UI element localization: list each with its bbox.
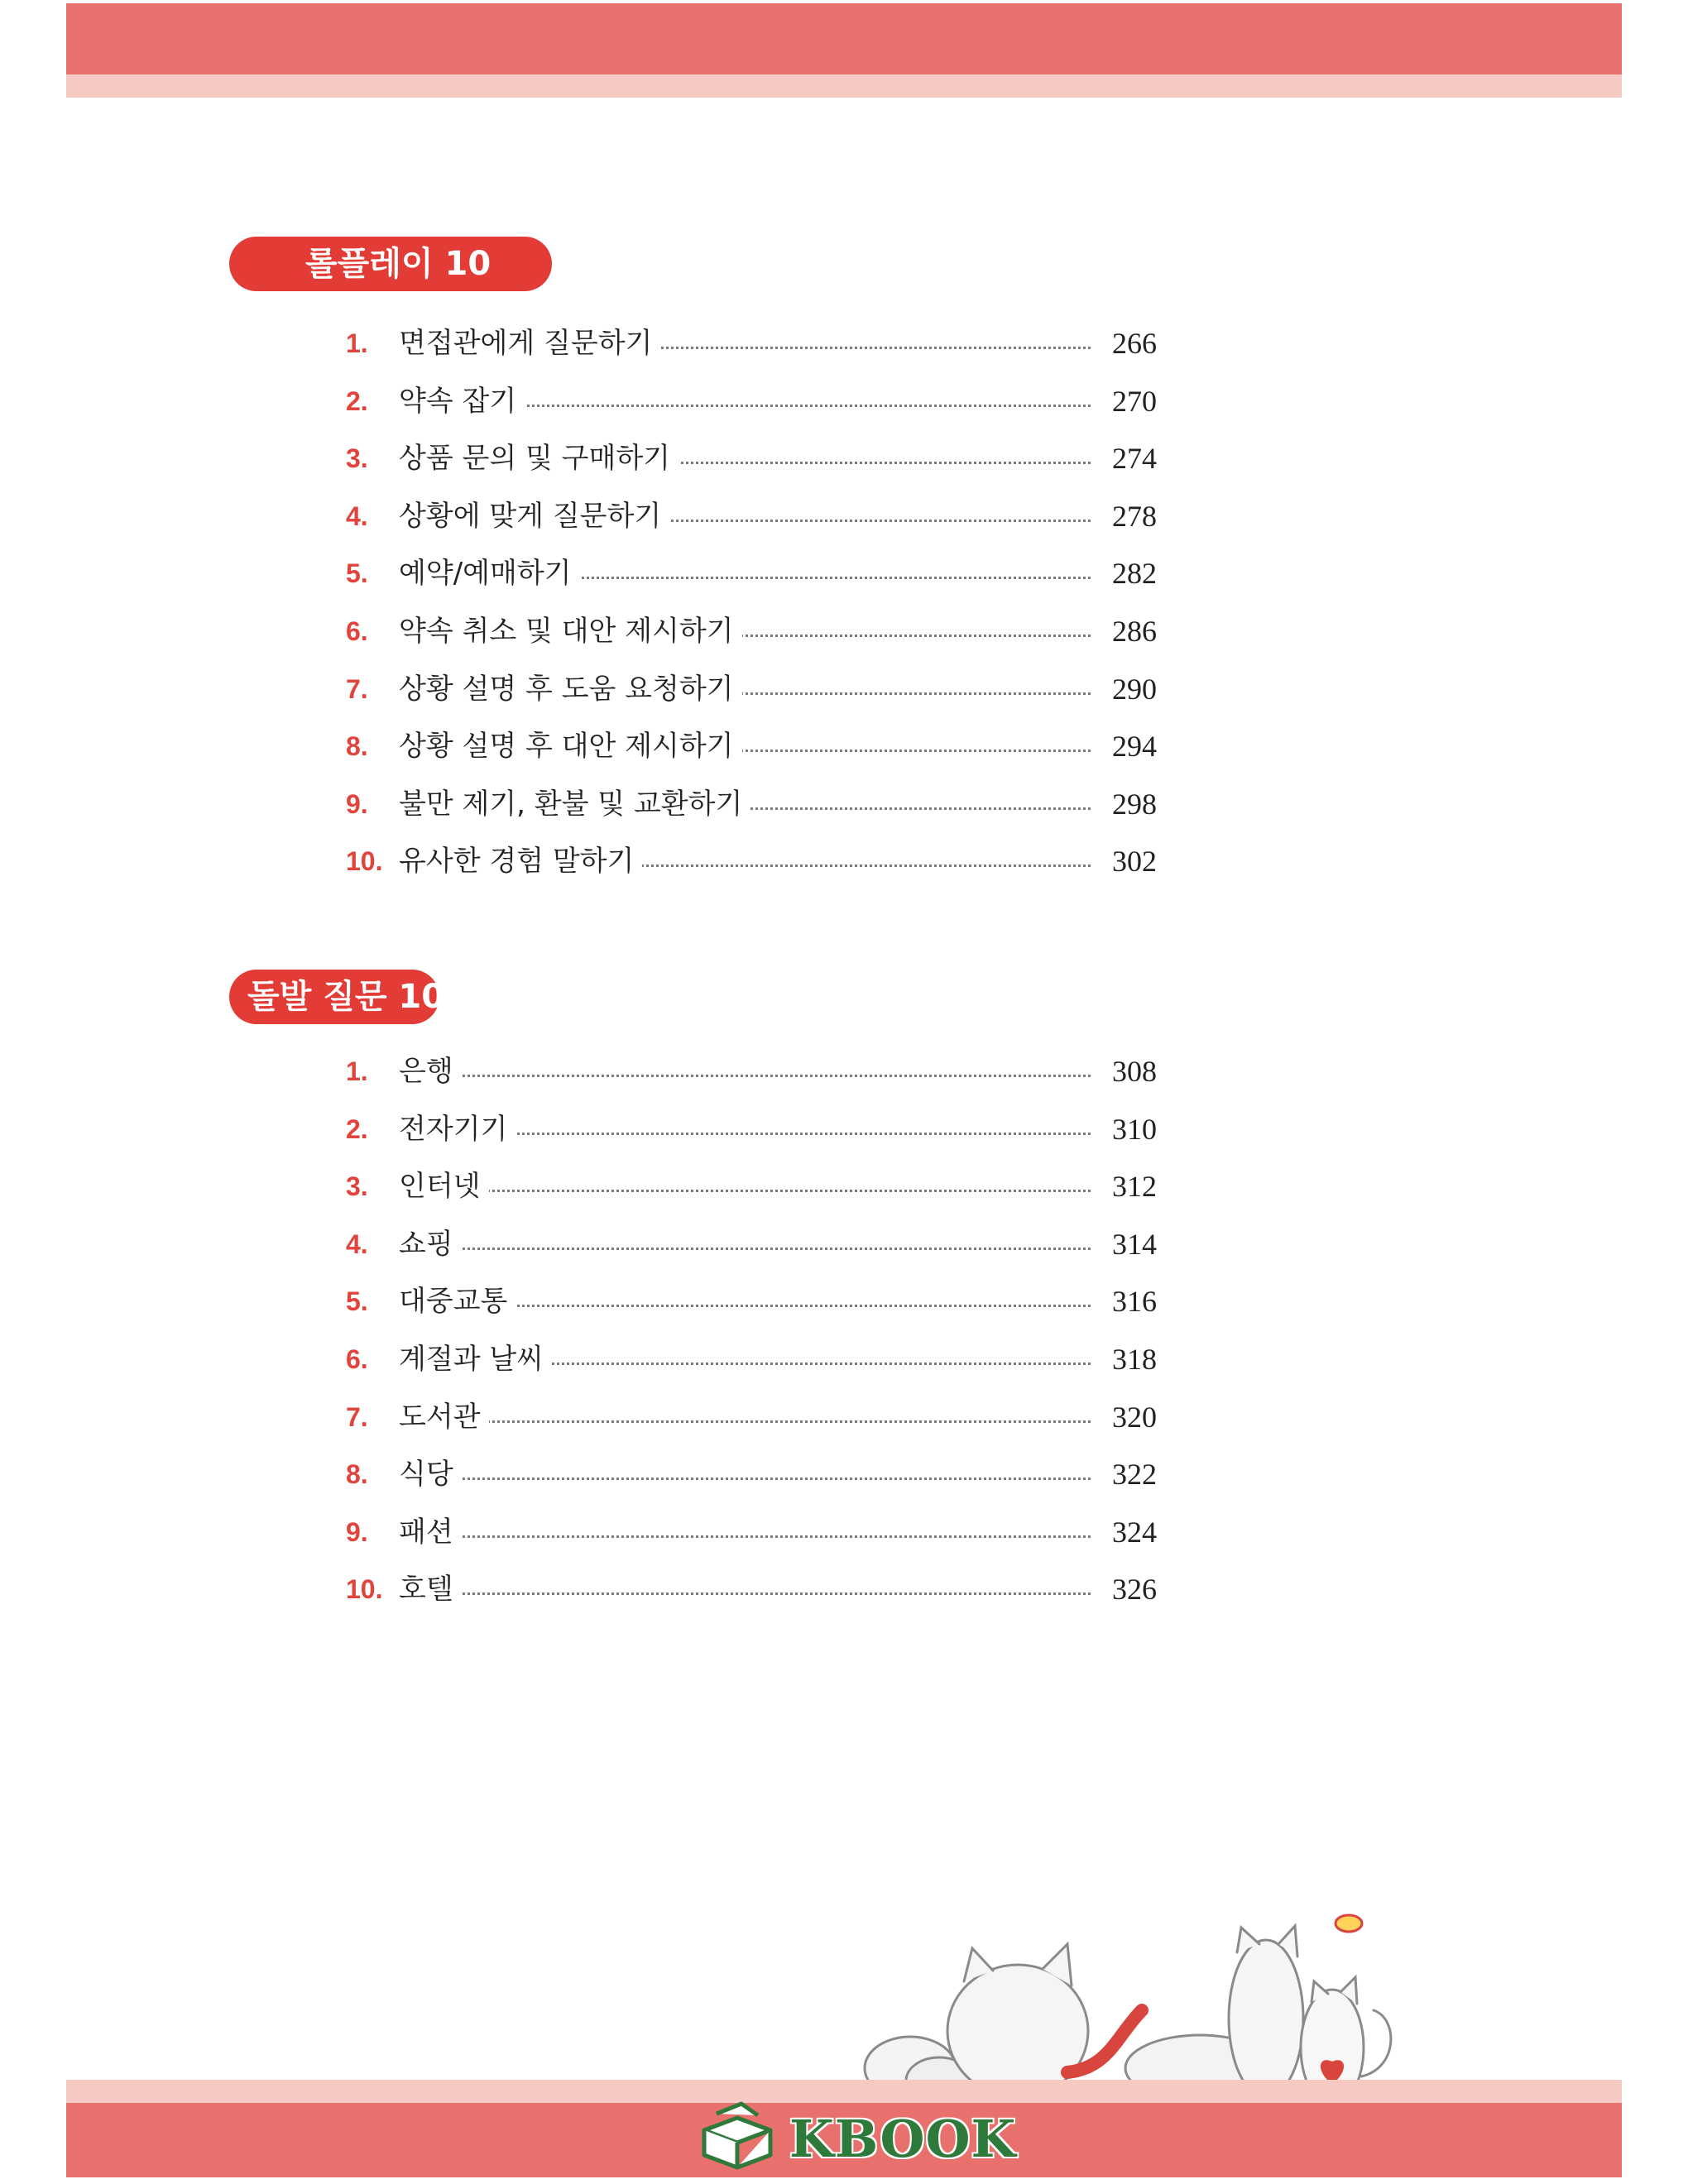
toc-row [346, 836, 1157, 886]
toc-item-number: 9. [346, 1516, 368, 1547]
toc-item-page: 314 [1112, 1227, 1157, 1261]
toc-item-page: 310 [1112, 1112, 1157, 1146]
section-title-sudden-questions: 돌발 질문 10 [229, 970, 439, 1024]
toc-item-page: 316 [1112, 1285, 1157, 1319]
toc-item-page: 302 [1112, 845, 1157, 879]
toc-row [346, 1507, 1157, 1557]
toc-item-page: 298 [1112, 787, 1157, 821]
toc-row [346, 779, 1157, 829]
toc-item-title: 계절과 날씨 [399, 1334, 552, 1384]
toc-item-title: 상품 문의 및 구매하기 [399, 433, 679, 483]
toc-leader-dots [453, 405, 1091, 407]
toc-item-number: 10. [346, 1574, 383, 1605]
toc-item-title: 상황 설명 후 대안 제시하기 [399, 721, 742, 771]
toc-item-page: 274 [1112, 442, 1157, 476]
toc-item-page: 290 [1112, 672, 1157, 706]
toc-item-title: 상황에 맞게 질문하기 [399, 491, 669, 541]
toc-row [346, 1161, 1157, 1211]
toc-item-page: 322 [1112, 1458, 1157, 1492]
toc-item-number: 10. [346, 846, 383, 877]
toc-row [346, 606, 1157, 656]
toc-row [346, 721, 1157, 771]
toc-leader-dots [453, 1133, 1091, 1135]
toc-item-page: 318 [1112, 1343, 1157, 1376]
top-header-band [66, 3, 1622, 74]
toc-row [346, 1104, 1157, 1154]
toc-item-page: 266 [1112, 327, 1157, 360]
toc-item-number: 1. [346, 1056, 368, 1086]
toc-row [346, 548, 1157, 598]
toc-row [346, 491, 1157, 541]
toc-row [346, 433, 1157, 483]
toc-item-title: 불만 제기, 환불 및 교환하기 [399, 779, 750, 829]
toc-leader-dots [453, 1535, 1091, 1538]
toc-item-title: 호텔 [399, 1564, 462, 1614]
toc-item-page: 294 [1112, 730, 1157, 764]
watermark [692, 2097, 1023, 2180]
toc-item-title: 은행 [399, 1046, 462, 1096]
toc-item-number: 5. [346, 558, 368, 589]
toc-item-title: 예약/예매하기 [399, 548, 580, 598]
toc-item-title: 패션 [399, 1507, 462, 1557]
toc-item-title: 약속 잡기 [399, 376, 525, 426]
toc-item-page: 308 [1112, 1055, 1157, 1088]
toc-leader-dots [453, 1305, 1091, 1307]
toc-item-title: 상황 설명 후 도움 요청하기 [399, 664, 742, 714]
toc-row [346, 1276, 1157, 1326]
toc-row [346, 376, 1157, 426]
toc-item-title: 도서관 [399, 1392, 489, 1442]
toc-item-page: 320 [1112, 1400, 1157, 1434]
toc-row [346, 1219, 1157, 1269]
toc-row [346, 1449, 1157, 1499]
toc-item-title: 약속 취소 및 대안 제시하기 [399, 606, 742, 656]
toc-item-page: 326 [1112, 1573, 1157, 1607]
top-header-band-light [66, 74, 1622, 98]
toc-row [346, 1564, 1157, 1614]
toc-item-number: 2. [346, 1114, 368, 1144]
toc-item-title: 식당 [399, 1449, 462, 1499]
toc-item-page: 278 [1112, 499, 1157, 533]
toc-item-title: 면접관에게 질문하기 [399, 318, 660, 368]
toc-leader-dots [453, 1075, 1091, 1077]
toc-item-number: 5. [346, 1286, 368, 1317]
section-title-roleplay: 롤플레이 10 [229, 237, 552, 291]
toc-row [346, 1392, 1157, 1442]
toc-item-page: 282 [1112, 557, 1157, 591]
toc-item-number: 2. [346, 386, 368, 416]
toc-item-number: 3. [346, 1171, 368, 1202]
toc-item-title: 쇼핑 [399, 1219, 462, 1269]
toc-item-number: 8. [346, 1459, 368, 1490]
toc-row [346, 318, 1157, 368]
toc-item-number: 4. [346, 1228, 368, 1259]
toc-item-number: 1. [346, 328, 368, 358]
toc-item-number: 7. [346, 673, 368, 704]
toc-item-title: 대중교통 [399, 1276, 516, 1326]
toc-leader-dots [453, 1420, 1091, 1423]
toc-item-number: 8. [346, 731, 368, 762]
book-logo-icon [692, 2097, 783, 2180]
toc-row [346, 1334, 1157, 1384]
watermark-text: KBOOK [789, 2109, 1017, 2169]
toc-item-number: 6. [346, 616, 368, 646]
toc-item-page: 270 [1112, 384, 1157, 418]
toc-item-number: 7. [346, 1401, 368, 1432]
toc-item-number: 6. [346, 1344, 368, 1374]
toc-item-number: 3. [346, 443, 368, 474]
toc-leader-dots [453, 1190, 1091, 1192]
toc-leader-dots [453, 1478, 1091, 1480]
toc-item-page: 286 [1112, 615, 1157, 648]
toc-row [346, 1046, 1157, 1096]
toc-item-title: 전자기기 [399, 1104, 516, 1154]
toc-item-title: 인터넷 [399, 1161, 489, 1211]
toc-row [346, 664, 1157, 714]
toc-item-number: 9. [346, 788, 368, 819]
toc-item-page: 312 [1112, 1170, 1157, 1204]
toc-leader-dots [453, 1248, 1091, 1250]
toc-item-title: 유사한 경험 말하기 [399, 836, 642, 886]
toc-leader-dots [453, 1592, 1091, 1595]
toc-item-number: 4. [346, 500, 368, 531]
toc-item-page: 324 [1112, 1515, 1157, 1549]
